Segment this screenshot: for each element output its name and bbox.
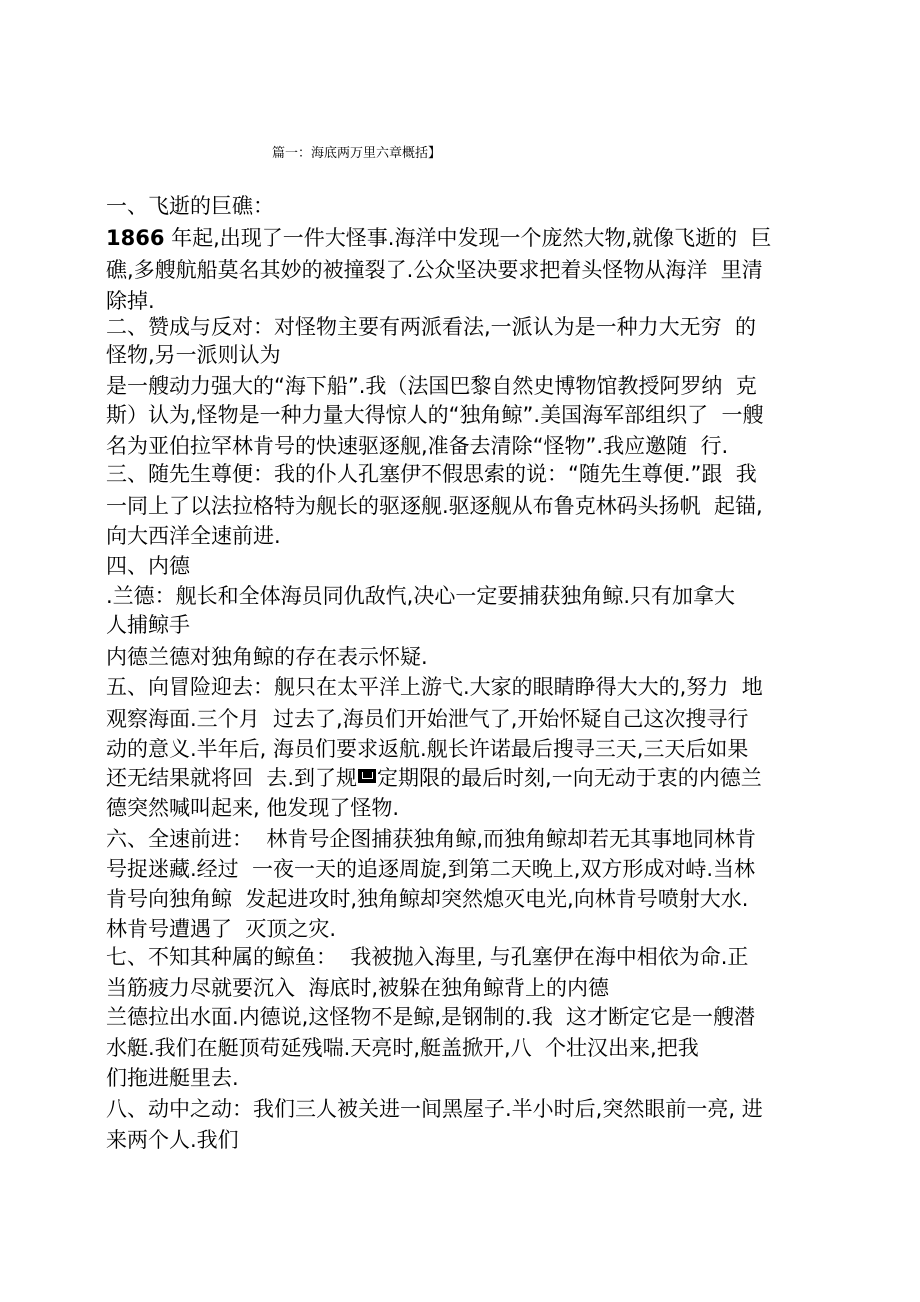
paragraph-line: 水艇.我们在艇顶苟延残喘.天亮时,艇盖掀开,八 个壮汉出来,把我 [106, 1036, 699, 1060]
paragraph-line [106, 222, 772, 254]
paragraph-line: 们拖进艇里去. [106, 1066, 239, 1090]
paragraph-line: 二、赞成与反对：对怪物主要有两派看法,一派认为是一种力大无穷 的 [106, 315, 757, 339]
line-text: 年起,出现了一件大怪事.海洋中发现一个庞然大物,就像飞逝的 巨 [164, 226, 772, 250]
paragraph-line: 动的意义.半年后, 海员们要求返航.舰长许诺最后搜寻三天,三天后如果 [106, 737, 749, 761]
paragraph-line [106, 762, 762, 794]
paragraph-line: 怪物,另一派则认为 [106, 343, 281, 367]
paragraph-line: 来两个人.我们 [106, 1128, 239, 1152]
line-text: 定期限的最后时刻,一向无动于衷的内德兰 [377, 766, 762, 790]
paragraph-line: 人捕鲸手 [106, 613, 190, 637]
paragraph-line: 五、向冒险迎去：舰只在太平洋上游弋.大家的眼睛睁得大大的,努力 地 [106, 675, 763, 699]
document-title: 篇一：海底两万里六章概括】 [272, 146, 442, 161]
paragraph-line: 德突然喊叫起来, 他发现了怪物. [106, 796, 400, 820]
paragraph-line: 内德兰德对独角鲸的存在表示怀疑. [106, 645, 428, 669]
paragraph-line: 八、动中之动：我们三人被关进一间黑屋子.半小时后,突然眼前一亮, 进 [106, 1097, 763, 1121]
paragraph-line: 兰德拉出水面.内德说,这怪物不是鲸,是钢制的.我 这才断定它是一艘潜 [106, 1005, 756, 1029]
year-number: 1866 [106, 226, 165, 250]
missing-glyph-icon [358, 769, 376, 783]
paragraph-line [106, 190, 274, 222]
paragraph-line: 三、随先生尊便：我的仆人孔塞伊不假思索的说：“随先生尊便.”跟 我 [106, 462, 757, 486]
paragraph-line: 四、内德 [106, 554, 190, 578]
paragraph-line: 肯号向独角鲸 发起进攻时,独角鲸却突然熄灭电光,向林肯号喷射大水. [106, 887, 749, 911]
paragraph-line: 一同上了以法拉格特为舰长的驱逐舰.驱逐舰从布鲁克林码头扬帆 起锚, [106, 494, 763, 518]
paragraph-line: 向大西洋全速前进. [106, 524, 281, 548]
paragraph-line: 是一艘动力强大的“海下船”.我（法国巴黎自然史博物馆教授阿罗纳 克 [106, 374, 757, 398]
paragraph-line: 斯）认为,怪物是一种力量大得惊人的“独角鲸”.美国海军部组织了 一艘 [106, 403, 764, 427]
paragraph-line: 名为亚伯拉罕林肯号的快速驱逐舰,准备去清除“怪物”.我应邀随 行. [106, 434, 729, 458]
paragraph-line: .兰德：舰长和全体海员同仇敌忾,决心一定要捕获独角鲸.只有加拿大 [106, 584, 736, 608]
paragraph-line: 当筋疲力尽就要沉入 海底时,被躲在独角鲸背上的内德 [106, 976, 610, 1000]
paragraph-line: 观察海面.三个月 过去了,海员们开始泄气了,开始怀疑自己这次搜寻行 [106, 707, 749, 731]
line-text: 还无结果就将回 去.到了规 [106, 766, 358, 790]
paragraph-line: 林肯号遭遇了 灭顶之灾. [106, 917, 337, 941]
paragraph-line: 礁,多艘航船莫名其妙的被撞裂了.公众坚决要求把着头怪物从海洋 里清 [106, 258, 763, 282]
paragraph-line: 六、全速前进： 林肯号企图捕获独角鲸,而独角鲸却若无其事地同林肯 [106, 827, 757, 851]
section-heading: 一、飞逝的巨礁： [106, 194, 274, 218]
paragraph-line: 号捉迷藏.经过 一夜一天的追逐周旋,到第二天晚上,双方形成对峙.当林 [106, 857, 756, 881]
paragraph-line: 七、不知其种属的鲸鱼： 我被抛入海里, 与孔塞伊在海中相依为命.正 [106, 945, 749, 969]
paragraph-line: 除掉. [106, 289, 155, 313]
